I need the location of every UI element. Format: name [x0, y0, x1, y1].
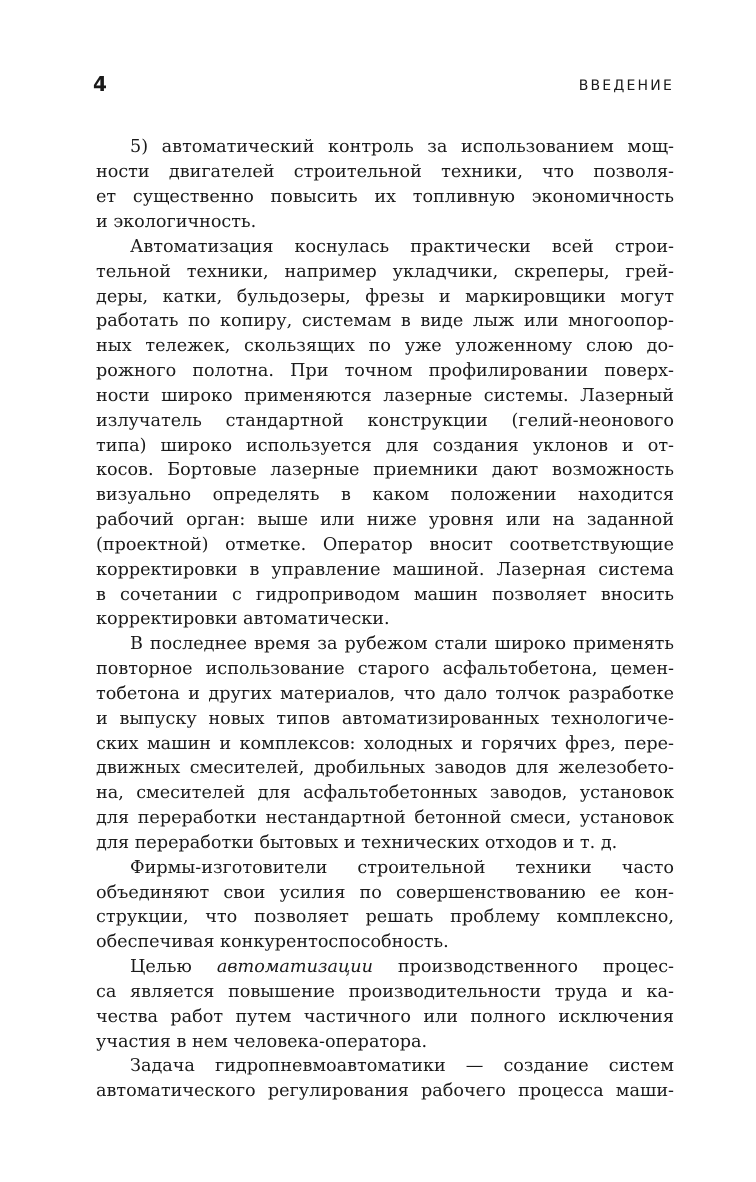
- text-line: типа) широко используется для создания уклонов и от-: [96, 436, 674, 456]
- text-line: рабочий орган: выше или ниже уровня или на заданной: [96, 510, 674, 530]
- text-line: Автоматизация коснулась практически всей строи-: [130, 237, 674, 257]
- text-line: повторное использование старого асфальтобетона, цемен-: [96, 659, 674, 679]
- text-line: корректировки автоматически.: [96, 609, 390, 629]
- text-line: участия в нем человека-оператора.: [96, 1032, 428, 1052]
- text-line: автоматического регулирования рабочего процесса маши-: [96, 1081, 674, 1101]
- text-line: тобетона и других материалов, что дало толчок разработке: [96, 684, 674, 704]
- text-line: движных смесителей, дробильных заводов для железобето-: [96, 758, 674, 778]
- text-line: ности двигателей строительной техники, что позволя-: [96, 162, 674, 182]
- text-line: и выпуску новых типов автоматизированных технологиче-: [96, 709, 674, 729]
- text-line: 5) автоматический контроль за использованием мощ-: [130, 137, 674, 157]
- text-line: объединяют свои усилия по совершенствованию ее кон-: [96, 883, 674, 903]
- text-line: Фирмы-изготовители строительной техники часто: [130, 858, 674, 878]
- text-line: ности широко применяются лазерные системы. Лазерный: [96, 386, 674, 406]
- text-line: В последнее время за рубежом стали широко применять: [130, 634, 674, 654]
- text-line: работать по копиру, системам в виде лыж или многоопор-: [96, 311, 674, 331]
- text-line: для переработки нестандартной бетонной смеси, установок: [96, 808, 674, 828]
- text-run: производственного процес-: [397, 957, 674, 977]
- text-line: (проектной) отметке. Оператор вносит соответствующие: [96, 535, 674, 555]
- text-line: обеспечивая конкурентоспособность.: [96, 932, 449, 952]
- text-line: корректировки в управление машиной. Лазерная система: [96, 560, 674, 580]
- text-line: на, смесителей для асфальтобетонных заводов, установок: [96, 783, 674, 803]
- text-run: Целью: [130, 957, 192, 977]
- text-line: ских машин и комплексов: холодных и горячих фрез, пере-: [96, 734, 674, 754]
- emphasis-term: автоматизации: [216, 957, 373, 977]
- text-line: деры, катки, бульдозеры, фрезы и маркировщики могут: [96, 287, 674, 307]
- text-line: для переработки бытовых и технических отходов и т. д.: [96, 833, 618, 853]
- text-line: визуально определять в каком положении находится: [96, 485, 674, 505]
- text-line: струкции, что позволяет решать проблему комплексно,: [96, 907, 674, 927]
- text-line: излучатель стандартной конструкции (гелий-неонового: [96, 411, 674, 431]
- text-line: тельной техники, например укладчики, скреперы, грей-: [96, 262, 674, 282]
- page-number: 4: [93, 72, 107, 96]
- text-line: рожного полотна. При точном профилировании поверх-: [96, 361, 674, 381]
- text-line: са является повышение производительности труда и ка-: [96, 982, 674, 1002]
- text-line: косов. Бортовые лазерные приемники дают возможность: [96, 460, 674, 480]
- text-line: ет существенно повысить их топливную экономичность: [96, 187, 674, 207]
- text-line: Задача гидропневмоавтоматики — создание систем: [130, 1056, 674, 1076]
- text-line: и экологичность.: [96, 212, 257, 232]
- text-line: ных тележек, скользящих по уже уложенному слою до-: [96, 336, 674, 356]
- text-line: в сочетании с гидроприводом машин позволяет вносить: [96, 585, 674, 605]
- text-line: [130, 955, 674, 979]
- text-line: чества работ путем частичного или полного исключения: [96, 1007, 674, 1027]
- running-head: ВВЕДЕНИЕ: [578, 78, 674, 94]
